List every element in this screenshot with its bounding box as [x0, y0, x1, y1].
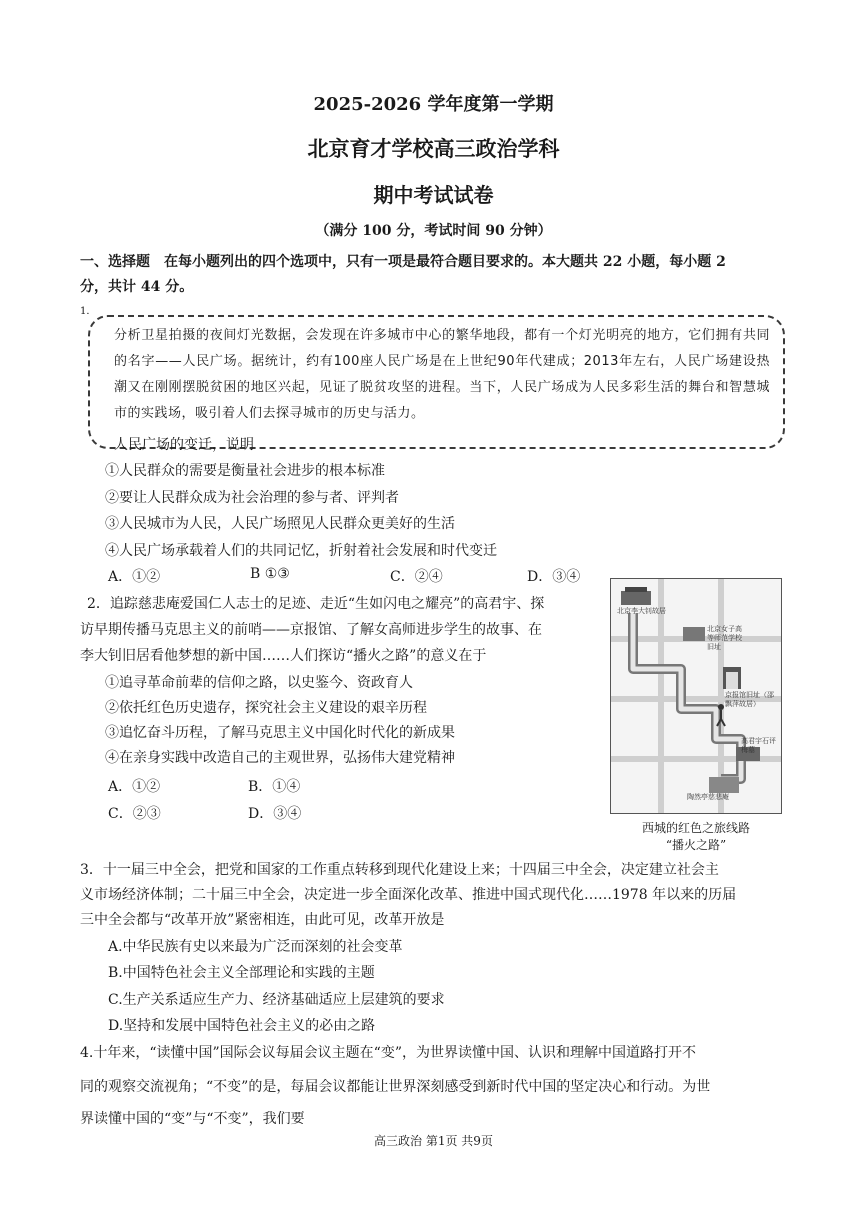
q2-item: ④在亲身实践中改造自己的主观世界，弘扬伟大建党精神 [105, 750, 455, 766]
q2-item: ②依托红色历史遗存，探究社会主义建设的艰辛历程 [105, 700, 427, 716]
map-label: 京报馆旧址（邵飘萍故居） [725, 691, 774, 708]
q1-option-b: B ①③ [250, 566, 290, 582]
map-caption: “播火之路” [665, 838, 727, 852]
section-heading [80, 250, 790, 300]
q1-material-text: 分析卫星拍摄的夜间灯光数据，会发现在许多城市中心的繁华地段，都有一个灯光明亮的地方，它们拥有共同的名字——人民广场。据统计，约有100座人民广场是在上世纪90年代建成；2013年左右，人民广场建设热潮又在刚刚摆脱贫困的地区兴起，见证了脱贫攻坚的进程。当下，人民广场成为人民多彩生活的舞台和智慧城市的实践场，吸引着人们去探寻城市的历史与活力。 [114, 328, 770, 421]
q1-option-d: D．③④ [527, 569, 581, 585]
map-label: 北京女子高等师范学校旧址 [707, 625, 742, 651]
q1-option-c: C．②④ [390, 569, 443, 585]
q2-option-b: B．①④ [248, 779, 301, 795]
score-time-note: （满分 100 分，考试时间 90 分钟） [315, 223, 552, 239]
school-title: 北京育才学校高三政治学科 [307, 136, 560, 161]
q1-item: ②要让人民群众成为社会治理的参与者、评判者 [105, 490, 399, 506]
q3-stem-line: 3．十一届三中全会，把党和国家的工作重点转移到现代化建设上来；十四届三中全会，决定建立社会主 [80, 862, 719, 878]
exam-title: 期中考试试卷 [373, 183, 494, 207]
map-label: 北京李大钊故居 [617, 607, 666, 615]
q3-option-c: C.生产关系适应生产力、经济基础适应上层建筑的要求 [108, 992, 445, 1008]
q2-option-a: A．①② [108, 779, 161, 795]
q3-option-d: D.坚持和发展中国特色社会主义的必由之路 [108, 1018, 376, 1034]
q2-option-c: C．②③ [108, 806, 161, 822]
q1-number: 1． [80, 306, 97, 317]
q1-item: ④人民广场承载着人们的共同记忆，折射着社会发展和时代变迁 [105, 543, 497, 559]
q2-item: ①追寻革命前辈的信仰之路，以史鉴今、资政育人 [105, 675, 413, 691]
q2-option-d: D．③④ [248, 806, 302, 822]
q2-stem-line: 李大钊旧居看他梦想的新中国……人们探访“播火之路”的意义在于 [80, 648, 487, 664]
red-route-map [610, 578, 782, 814]
q4-stem-line: 同的观察交流视角；“不变”的是，每届会议都能让世界深刻感受到新时代中国的坚定决心和行动。为世 [80, 1079, 711, 1095]
q1-item: ①人民群众的需要是衡量社会进步的根本标准 [105, 463, 385, 479]
q2-stem-line: 访早期传播马克思主义的前哨——京报馆、了解女高师进步学生的故事、在 [80, 622, 542, 638]
q1-option-a: A．①② [108, 569, 161, 585]
q2-item: ③追忆奋斗历程，了解马克思主义中国化时代化的新成果 [105, 725, 455, 741]
q3-stem-line: 义市场经济体制；二十届三中全会，决定进一步全面深化改革、推进中国式现代化……1978 年以来的历届 [80, 887, 737, 903]
page-footer: 高三政治 第1页 共9页 [374, 1134, 493, 1148]
q3-option-b: B.中国特色社会主义全部理论和实践的主题 [108, 965, 375, 981]
q3-stem-line: 三中全会都与“改革开放”紧密相连，由此可见，改革开放是 [80, 912, 445, 928]
section-heading-line1: 一、选择题 在每小题列出的四个选项中，只有一项是最符合题目要求的。本大题共 22 小题，每小题 2 [80, 254, 726, 270]
section-heading-line2: 分，共计 44 分。 [80, 279, 194, 295]
q1-stem: 人民广场的变迁，说明 [114, 437, 254, 453]
q4-stem-line: 4.十年来，“读懂中国”国际会议每届会议主题在“变”，为世界读懂中国、认识和理解中国道路打开不 [80, 1045, 696, 1061]
map-label: 高君宇石评梅墓 [741, 737, 776, 754]
map-label: 陶然亭慈悲庵 [687, 793, 729, 801]
q4-stem-line: 界读懂中国的“变”与“不变”，我们要 [80, 1111, 305, 1127]
q3-option-a: A.中华民族有史以来最为广泛而深刻的社会变革 [108, 939, 403, 955]
q2-stem-line: 2．追踪慈悲庵爱国仁人志士的足迹、走近“生如闪电之耀亮”的高君宇、探 [87, 596, 545, 612]
q1-item: ③人民城市为人民，人民广场照见人民群众更美好的生活 [105, 516, 455, 532]
map-caption: 西城的红色之旅线路 [641, 821, 750, 835]
exam-year-title: 2025-2026 学年度第一学期 [313, 94, 554, 115]
